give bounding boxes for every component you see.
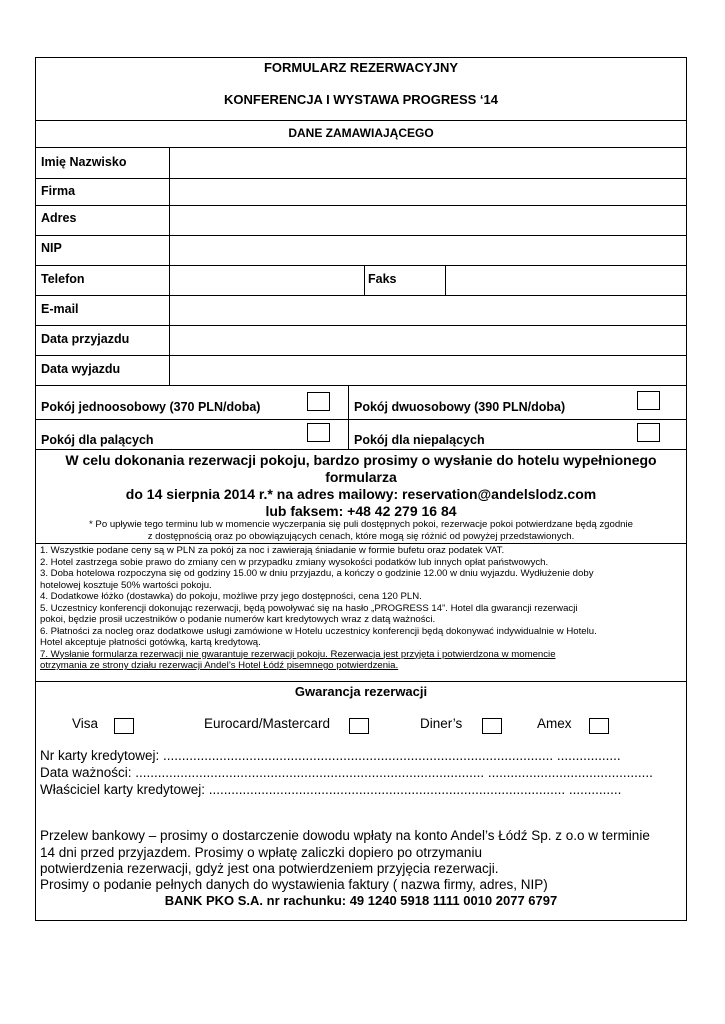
expiry-date-field[interactable]: Data ważności: ............................................................................................. ............................................ — [40, 765, 653, 780]
address-label: Adres — [41, 211, 77, 225]
fax-label: Faks — [368, 272, 397, 286]
terms-item: 2. Hotel zastrzega sobie prawo do zmiany cen w przypadku zmiany wysokości podatków lub innych opłat państwowych. — [40, 556, 549, 568]
request-line: W celu dokonania rezerwacji pokoju, bardzo prosimy o wysłanie do hotelu wypełnionego — [65, 452, 657, 468]
departure-label: Data wyjazdu — [41, 362, 121, 376]
mastercard-checkbox[interactable] — [349, 718, 369, 734]
bank-account-number: BANK PKO S.A. nr rachunku: 49 1240 5918 1111 0010 2077 6797 — [164, 893, 558, 908]
terms-item: 6. Płatności za nocleg oraz dodatkowe usługi zamówione w Hotelu uczestnicy konferencji będą dokonywać indywidualnie w Hotelu. — [40, 625, 597, 637]
departure-date-field[interactable] — [170, 356, 686, 384]
card-number-field[interactable]: Nr karty kredytowej: ........................................................................................................ ................. — [40, 748, 621, 763]
bank-info-line: potwierdzenia rezerwacji, gdyż jest ona potwierdzeniem przyjęcia rezerwacji. — [40, 861, 499, 876]
diners-checkbox[interactable] — [482, 718, 502, 734]
amex-checkbox[interactable] — [589, 718, 609, 734]
smoking-room-checkbox[interactable] — [307, 423, 330, 442]
double-room-label: Pokój dwuosobowy (390 PLN/doba) — [354, 400, 566, 414]
arrival-label: Data przyjazdu — [41, 332, 130, 346]
terms-item: 5. Uczestnicy konferencji dokonując rezerwacji, będą powoływać się na hasło „PROGRESS 14”. Hotel dla gwarancji rezerwacji — [40, 602, 578, 614]
form-subtitle: KONFERENCJA I WYSTAWA PROGRESS ‘14 — [223, 92, 498, 107]
company-label: Firma — [41, 184, 76, 198]
single-room-checkbox[interactable] — [307, 392, 330, 411]
mastercard-label: Eurocard/Mastercard — [204, 716, 331, 731]
column-divider — [348, 385, 349, 449]
divider — [35, 681, 687, 682]
form-title: FORMULARZ REZERWACYJNY — [263, 60, 459, 75]
bank-info-line: 14 dni przed przyjazdem. Prosimy o wpłatę zaliczki dopiero po otrzymaniu — [40, 845, 482, 860]
footnote: * Po upływie tego terminu lub w momencie wyczerpania się puli dostępnych pokoi, rezerwacje pokoi potwierdzane będą zgodnie — [89, 519, 633, 530]
nip-field[interactable] — [170, 236, 686, 264]
email-label: E-mail — [41, 302, 79, 316]
terms-item: 3. Doba hotelowa rozpoczyna się od godziny 15.00 w dniu przyjazdu, a kończy o godzinie 12.00 w dniu wyjazdu. Wydłużenie doby — [40, 568, 594, 579]
double-room-checkbox[interactable] — [637, 391, 660, 410]
bank-info-line: Przelew bankowy – prosimy o dostarczenie dowodu wpłaty na konto Andel’s Łódź Sp. z o.o w terminie — [40, 828, 650, 843]
phone-field[interactable] — [170, 266, 363, 294]
nonsmoking-room-checkbox[interactable] — [637, 423, 660, 442]
terms-item: 1. Wszystkie podane ceny są w PLN za pokój za noc i zawierają śniadanie w formie bufetu oraz podatek VAT. — [40, 545, 505, 556]
terms-item: otrzymania ze strony działu rezerwacji Andel’s Hotel Łódź pisemnego potwierdzenia. — [40, 660, 399, 671]
footnote: z dostępnością oraz po obowiązujących cenach, które mogą się różnić od powyżej przedstawionych. — [147, 531, 575, 542]
nip-label: NIP — [41, 241, 62, 255]
divider — [35, 385, 687, 386]
divider — [35, 419, 687, 420]
diners-label: Diner’s — [420, 716, 463, 731]
terms-item: 4. Dodatkowe łóżko (dostawka) do pokoju, możliwe przy jego dostępności, cena 120 PLN. — [40, 591, 422, 602]
amex-label: Amex — [537, 716, 572, 731]
terms-item: pokoi, będzie prosił uczestników o podanie numerów kart kredytowych wraz z datą ważności. — [40, 614, 436, 625]
section-title: DANE ZAMAWIAJĄCEGO — [288, 126, 434, 140]
visa-label: Visa — [72, 716, 99, 731]
request-fax-line: lub faksem: +48 42 279 16 84 — [265, 503, 457, 519]
guarantee-title: Gwarancja rezerwacji — [294, 684, 428, 699]
phone-label: Telefon — [41, 272, 85, 286]
smoking-room-label: Pokój dla palących — [41, 433, 154, 447]
single-room-label: Pokój jednoosobowy (370 PLN/doba) — [41, 400, 261, 414]
name-label: Imię Nazwisko — [41, 155, 127, 169]
terms-item: hotelowej kosztuje 50% wartości pokoju. — [40, 579, 212, 591]
divider — [35, 543, 687, 544]
divider — [35, 120, 687, 121]
fax-field[interactable] — [446, 266, 686, 294]
divider — [35, 449, 687, 450]
visa-checkbox[interactable] — [114, 718, 134, 734]
invoice-info-line: Prosimy o podanie pełnych danych do wystawienia faktury ( nazwa firmy, adres, NIP) — [40, 877, 548, 892]
name-field[interactable] — [170, 148, 686, 177]
column-divider — [364, 265, 365, 295]
email-field[interactable] — [170, 296, 686, 324]
terms-item: 7. Wysłanie formularza rezerwacji nie gwarantuje rezerwacji pokoju. Rezerwacja jest przyjęta i potwierdzona w momencie — [40, 648, 556, 660]
card-holder-field[interactable]: Właściciel karty kredytowej: ............................................................................................... .............. — [40, 782, 622, 797]
arrival-date-field[interactable] — [170, 326, 686, 354]
company-field[interactable] — [170, 179, 686, 204]
terms-item: Hotel akceptuje płatności gotówką, kartą kredytową. — [40, 637, 261, 648]
request-email-line: do 14 sierpnia 2014 r.* na adres mailowy: reservation@andelslodz.com — [125, 486, 597, 502]
request-line: formularza — [325, 469, 397, 485]
address-field[interactable] — [170, 206, 686, 234]
terms-list — [40, 545, 682, 672]
nonsmoking-room-label: Pokój dla niepalących — [354, 433, 485, 447]
